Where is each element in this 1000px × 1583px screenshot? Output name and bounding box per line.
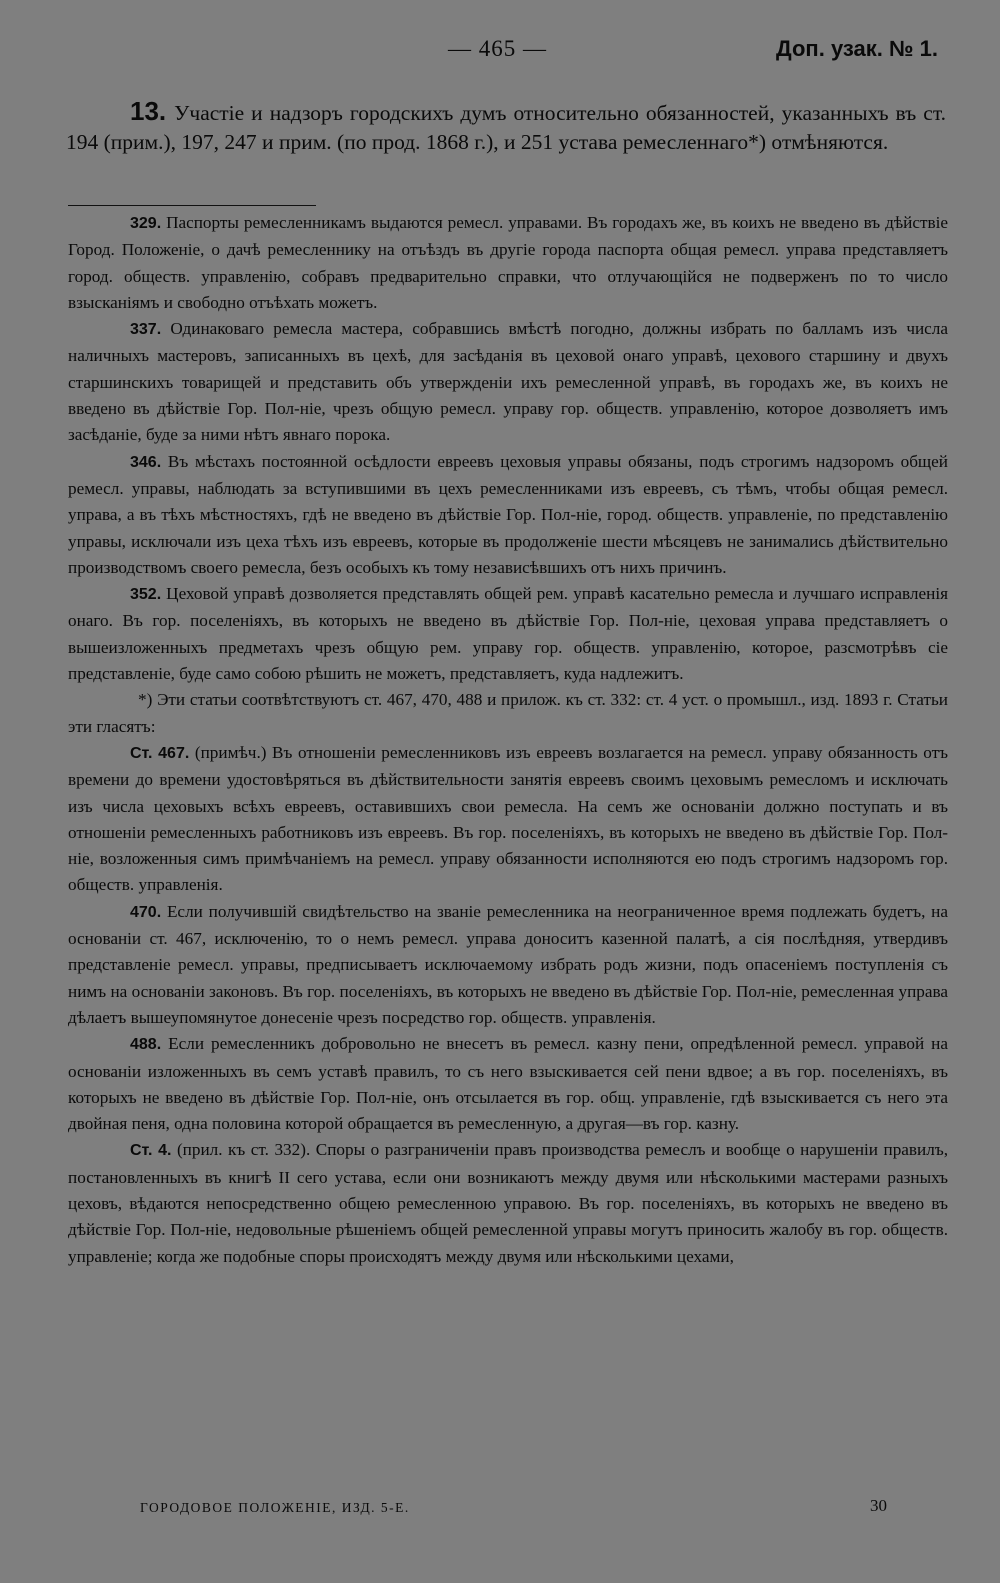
article-text: Паспорты ремесленникамъ выдаются ремесл. управами. Въ городахъ же, въ коихъ не введено въ дѣйствіе Город. Положеніе, о дачѣ ремесленнику на отъѣздъ въ другіе города паспорта общая ремесл. управа представляетъ город. обществ. управленію, собравъ предварительно справки, что отлучающійся не подверженъ по то число взысканіямъ и свободно отъѣхать можетъ. <box>68 213 949 312</box>
page-number: — 465 — <box>448 36 547 61</box>
cited-article-488 <box>68 1031 948 1137</box>
cited-article-4 <box>68 1137 948 1269</box>
article-text: Въ мѣстахъ постоянной осѣдлости евреевъ цеховыя управы обязаны, подъ строгимъ надзоромъ общей ремесл. управы, наблюдать за вступившими въ цехъ ремесленниками изъ евреевъ, съ тѣмъ, чтобы общая ремесл. управа, а въ тѣхъ мѣстностяхъ, гдѣ не введено въ дѣйствіе Гор. Пол-ніе, город. обществ. управленіе, по представленію управы, исключали изъ цеха тѣхъ изъ евреевъ, которые въ продолженіе шести мѣсяцевъ не занимались дѣйствительно производствомъ своего ремесла, безъ особыхъ къ тому независѣвшихъ отъ нихъ причинъ. <box>68 451 948 577</box>
footnote-marker: *) <box>138 690 153 710</box>
cited-article-number: 488. <box>130 1036 162 1054</box>
article-number: 346. <box>130 453 162 471</box>
footnote-intro <box>68 687 948 740</box>
article-text: Одинаковаго ремесла мастера, собравшись вмѣстѣ погодно, должны избрать по балламъ изъ числа наличныхъ мастеровъ, записанныхъ въ цехѣ, для засѣданія въ цеховой онаго управѣ, цехового старшину и двухъ старшинскихъ товарищей и представить объ утвержденіи ихъ ремесленной управѣ, въ городахъ же, въ коихъ не введено въ дѣйствіе Гор. Пол-ніе, чрезъ общую ремесл. управу гор. обществ. управленію, которое дозволяетъ имъ засѣданіе, буде за ними нѣтъ явнаго порока. <box>68 319 949 445</box>
article-352 <box>68 581 948 687</box>
cited-article-467 <box>68 740 948 899</box>
supplement-label: Доп. узак. № 1. <box>776 36 938 61</box>
article-text: Цеховой управѣ дозволяется представлять общей рем. управѣ касательно ремесла и лучшаго исправленія онаго. Въ гор. поселеніяхъ, въ которыхъ не введено въ дѣйствіе Гор. Пол-ніе, цеховая управа представляетъ о вышеизложенныхъ предметахъ чрезъ общую рем. управу гор. обществ. управленію, которое, разсмотрѣвъ сіе представленіе, буде само собою рѣшить не можетъ, представляетъ, куда надлежитъ. <box>68 584 948 684</box>
article-number: 329. <box>130 215 162 232</box>
sheet-number: 30 <box>870 1496 887 1515</box>
cited-article-text: (прил. къ ст. 332). Споры о разграниченіи правъ производства ремеслъ и вообще о нарушеніи правилъ, постановленныхъ въ книгѣ II сего устава, если они возникаютъ между двумя или нѣсколькими мастерами разныхъ цеховъ, вѣдаются непосредственно общею ремесленною управою. Въ гор. поселеніяхъ, въ которыхъ не введено въ дѣйствіе Гор. Пол-ніе, недовольные рѣшеніемъ общей ремесленной управы могутъ приносить жалобу въ гор. обществ. управленіе; когда же подобные споры происходятъ между двумя или нѣсколькими цехами, <box>68 1140 949 1266</box>
article-number: 352. <box>130 586 162 604</box>
page-header <box>0 36 1000 68</box>
page-footer <box>0 1496 1000 1524</box>
article-329 <box>68 210 948 316</box>
cited-article-text: (примѣч.) Въ отношеніи ремесленниковъ изъ евреевъ возлагается на ремесл. управу обязанность отъ времени до времени удостовѣряться въ дѣйствительности занятія евреевъ своимъ цеховымъ ремесломъ и исключать изъ числа цеховыхъ всѣхъ евреевъ, оставившихъ свои ремесла. На семъ же основаніи должно поступать и въ отношеніи ремесленныхъ работниковъ изъ евреевъ. Въ гор. поселеніяхъ, въ которыхъ не введено въ дѣйствіе Гор. Пол-ніе, возложенныя симъ примѣчаніемъ на ремесл. управу обязанности исполняются ею подъ строгимъ надзоромъ гор. обществ. управленія. <box>68 742 948 895</box>
article-13 <box>66 97 946 157</box>
cited-article-number: Ст. 4. <box>130 1142 172 1160</box>
cited-article-text: Если получившій свидѣтельство на званіе ремесленника на неограниченное время подлежать будетъ, на основаніи ст. 467, исключенію, то о немъ ремесл. управа доноситъ казенной палатѣ, а сія послѣдняя, утвердивъ представленіе ремесл. управы, предписываетъ исключаемому избрать родъ жизни, подъ опасеніемъ поступленія съ нимъ на основаніи законовъ. Въ гор. поселеніяхъ, въ которыхъ не введено въ дѣйствіе Гор. Пол-ніе, ремесленная управа дѣлаетъ вышеупомянутое донесеніе чрезъ посредство гор. обществ. управленія. <box>68 901 949 1027</box>
printer-signature: ГОРОДОВОЕ ПОЛОЖЕНІЕ, ИЗД. 5-Е. <box>140 1500 410 1515</box>
article-number: 337. <box>130 321 162 339</box>
footnote-body <box>68 210 948 1270</box>
cited-article-text: Если ремесленникъ добровольно не внесетъ въ ремесл. казну пени, опредѣленной ремесл. управой на основаніи изложенныхъ въ семъ уставѣ правилъ, то съ него взыскивается сей пени вдвое; а въ гор. поселеніяхъ, въ которыхъ не введено въ дѣйствіе Гор. Пол-ніе, онъ отсылается въ гор. общ. управленіе, гдѣ взыскивается съ него эта двойная пеня, одна половина которой обращается въ ремесленную, а другая—въ гор. казну. <box>68 1034 949 1134</box>
footnote-divider <box>68 205 316 206</box>
article-346 <box>68 449 948 581</box>
article-13-text: Участіе и надзоръ городскихъ думъ относительно обязанностей, указанныхъ въ ст. 194 (прим.), 197, 247 и прим. (по прод. 1868 г.), и 251 устава ремесленнаго*) отмѣняются. <box>66 101 946 154</box>
cited-article-number: Ст. 467. <box>130 744 190 762</box>
article-337 <box>68 316 948 448</box>
cited-article-number: 470. <box>130 903 162 921</box>
article-13-number: 13. <box>130 96 167 126</box>
footnote-text: Эти статьи соотвѣтствуютъ ст. 467, 470, 488 и прилож. къ ст. 332: ст. 4 уст. о промышл., изд. 1893 г. Статьи эти гласятъ: <box>68 690 948 736</box>
cited-article-470 <box>68 899 948 1031</box>
